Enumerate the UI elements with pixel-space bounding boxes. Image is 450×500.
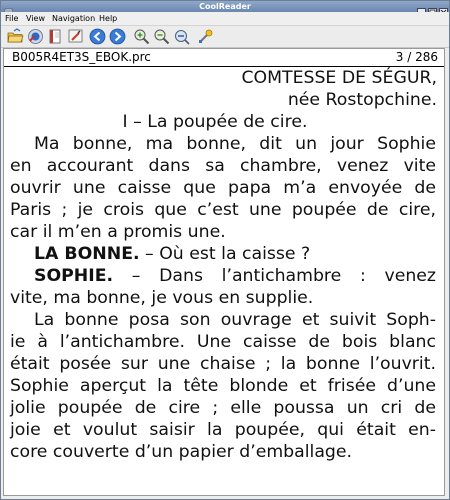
speaker-name: LA BONNE.	[34, 244, 140, 264]
zoom-out-icon[interactable]	[153, 28, 170, 45]
text-line: Paris ; je crois que c’est une poupée de cire,	[10, 200, 436, 220]
text-line: ouvrir une caisse que papa m’a envoyée de	[10, 178, 436, 198]
text-line: en accourant dans sa chambre, venez vite	[10, 156, 436, 176]
page-indicator: 3 / 286	[395, 50, 438, 64]
text-line: jolie poupée de cire ; elle poussa un cri de	[10, 398, 436, 418]
dialogue-line	[4, 243, 444, 265]
maximize-icon[interactable]	[428, 2, 437, 11]
text-line: car il m’en a promis une.	[10, 222, 226, 242]
text-line: Sophie aperçut la tête blonde et frisée d’une	[10, 376, 436, 396]
tools-icon[interactable]	[197, 28, 214, 45]
text-line: Ma bonne, ma bonne, dit un jour Sophie	[34, 134, 436, 154]
menu-bar	[1, 12, 449, 26]
window-title: CoolReader	[199, 2, 251, 11]
reading-page[interactable]	[3, 48, 445, 496]
dialogue-line	[4, 265, 444, 287]
text-line: core couverte d’un papier d’emballage.	[10, 442, 353, 462]
forward-icon[interactable]	[109, 28, 126, 45]
minimize-icon[interactable]	[417, 2, 426, 11]
back-icon[interactable]	[89, 28, 106, 45]
menu-navigation[interactable]: Navigation	[52, 14, 96, 23]
zoom-in-icon[interactable]	[133, 28, 150, 45]
text-line: était posée sur une chaise ; la bonne l’ouvrit.	[10, 354, 436, 374]
title-bar[interactable]	[1, 1, 449, 12]
text-line: ie à l’antichambre. Une caisse de bois blanc	[10, 332, 436, 352]
text-line: vite, ma bonne, je vous en supplie.	[10, 288, 314, 308]
settings-icon[interactable]	[67, 28, 84, 45]
book-icon[interactable]	[47, 28, 64, 45]
page-header	[4, 49, 444, 67]
book-filename: B005R4ET3S_EBOK.prc	[12, 50, 151, 64]
menu-help[interactable]: Help	[99, 14, 118, 23]
open-icon[interactable]	[7, 28, 24, 45]
menu-view[interactable]: View	[26, 14, 45, 23]
close-icon[interactable]	[439, 2, 448, 11]
speaker-name: SOPHIE.	[34, 266, 114, 286]
toggle-icon[interactable]	[173, 28, 190, 45]
text-line: joie et voulut saisir la poupée, qui était en-	[10, 420, 436, 440]
toolbar	[1, 26, 449, 48]
author-note-line: née Rostopchine.	[287, 90, 437, 110]
menu-file[interactable]: File	[5, 14, 19, 23]
text-line: La bonne posa son ouvrage et suivit Soph-	[34, 310, 436, 330]
speech-text: – Dans l’antichambre : venez	[113, 266, 436, 286]
chapter-title: I – La poupée de cire.	[122, 112, 308, 132]
speech-text: – Où est la caisse ?	[139, 244, 311, 264]
author-line: COMTESSE DE SÉGUR,	[241, 68, 437, 88]
recent-books-icon[interactable]	[27, 28, 44, 45]
